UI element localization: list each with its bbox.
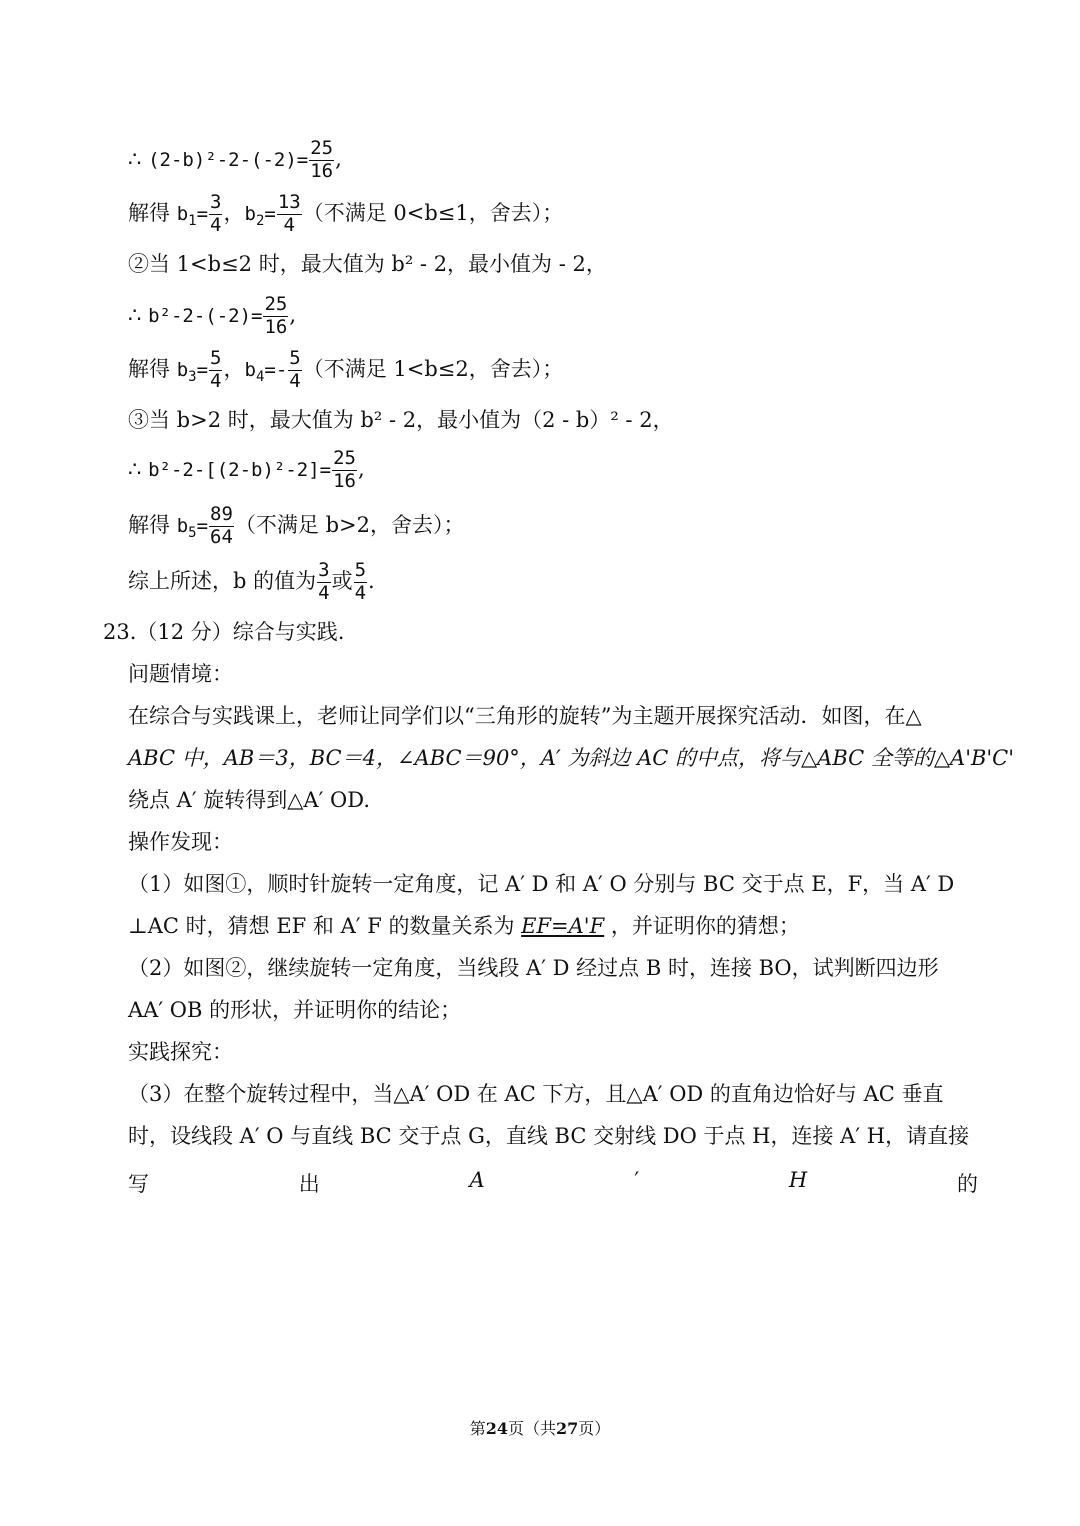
fraction: $\frac{13}{4}$	[277, 191, 301, 236]
solution-line-4: ∴ b²-2-(-2)= $\frac{25}{16}$ ,	[128, 293, 297, 338]
problem-text-line: 在综合与实践课上，老师让同学们以“三角形的旋转”为主题开展探究活动．如图，在△	[128, 704, 922, 728]
fraction: $\frac{25}{16}$	[310, 137, 334, 182]
total-pages: 27	[556, 1419, 579, 1438]
solution-line-7: ∴ b²-2-[(2-b)²-2]= $\frac{25}{16}$ ,	[128, 447, 365, 492]
question-3-line: （3）在整个旋转过程中，当△A′ OD 在 AC 下方，且△A′ OD 的直角边恰好与 AC 垂直	[128, 1082, 944, 1106]
fraction: $\frac{89}{64}$	[210, 503, 233, 548]
fraction: $\frac{3}{4}$	[210, 191, 222, 236]
solution-conclusion: 综上所述，b 的值为 $\frac{3}{4}$ 或 $\frac{5}{4}$ .	[128, 559, 375, 604]
question-3-line: 时，设线段 A′ O 与直线 BC 交于点 G，直线 BC 交射线 DO 于点 H，连接 A′ H，请直接	[128, 1124, 970, 1148]
question-2-line: （2）如图②，继续旋转一定角度，当线段 A′ D 经过点 B 时，连接 BO，试判断四边形	[128, 956, 939, 980]
question-3-line: 写 出 A ′ H 的	[128, 1168, 978, 1196]
page-number: 24	[485, 1419, 508, 1438]
section-title: 问题情境：	[128, 662, 233, 686]
equation-expression: (2-b)²-2-(-2)=	[148, 148, 309, 171]
problem-header: 23.（12 分）综合与实践.	[103, 620, 345, 644]
question-2-line: AA′ OB 的形状，并证明你的结论；	[128, 998, 462, 1022]
solution-line-6: ③当 b>2 时，最大值为 b² - 2，最小值为（2 - b）² - 2，	[128, 408, 674, 432]
fraction: $\frac{25}{16}$	[264, 293, 288, 338]
solution-line-3: ②当 1<b≤2 时，最大值为 b² - 2，最小值为 - 2，	[128, 252, 607, 276]
fraction: $\frac{25}{16}$	[333, 447, 356, 492]
section-title: 操作发现：	[128, 830, 233, 854]
solution-line-1: ∴ (2-b)²-2-(-2)= $\frac{25}{16}$ ,	[128, 137, 342, 182]
solution-line-2: 解得 $b_1=$ $\frac{3}{4}$ ，$b_2=$ $\frac{13}{4}$ （不满足 0<b≤1，舍去）；	[128, 191, 564, 236]
fraction: $\frac{5}{4}$	[210, 347, 222, 392]
fraction: $\frac{3}{4}$	[318, 559, 330, 604]
solution-line-5: 解得 $b_3=$ $\frac{5}{4}$ ，$b_4=-$ $\frac{5}{4}$ （不满足 1<b≤2，舍去）；	[128, 347, 564, 392]
question-1-line: （1）如图①，顺时针旋转一定角度，记 A′ D 和 A′ O 分别与 BC 交于点 E，F，当 A′ D	[128, 872, 955, 896]
problem-text-line: ABC 中，AB＝3，BC＝4，∠ABC＝90°，A′ 为斜边 AC 的中点，将与△ABC 全等的△A'B'C'	[128, 746, 1015, 770]
fraction: $\frac{5}{4}$	[354, 559, 367, 604]
section-title: 实践探究：	[128, 1040, 233, 1064]
problem-text-line: 绕点 A′ 旋转得到△A′ OD.	[128, 788, 371, 812]
page-footer: 第24页（共27页）	[469, 1419, 611, 1438]
solution-line-8: 解得 $b_5=$ $\frac{89}{64}$ （不满足 b>2，舍去）；	[128, 503, 465, 548]
therefore-symbol: ∴	[128, 146, 142, 171]
question-1-line: ⊥AC 时，猜想 EF 和 A′ F 的数量关系为 EF=A'F ，并证明你的猜想；	[128, 914, 800, 938]
fraction: $\frac{5}{4}$	[289, 347, 301, 392]
answer-fill-in: EF=A'F	[521, 914, 605, 938]
